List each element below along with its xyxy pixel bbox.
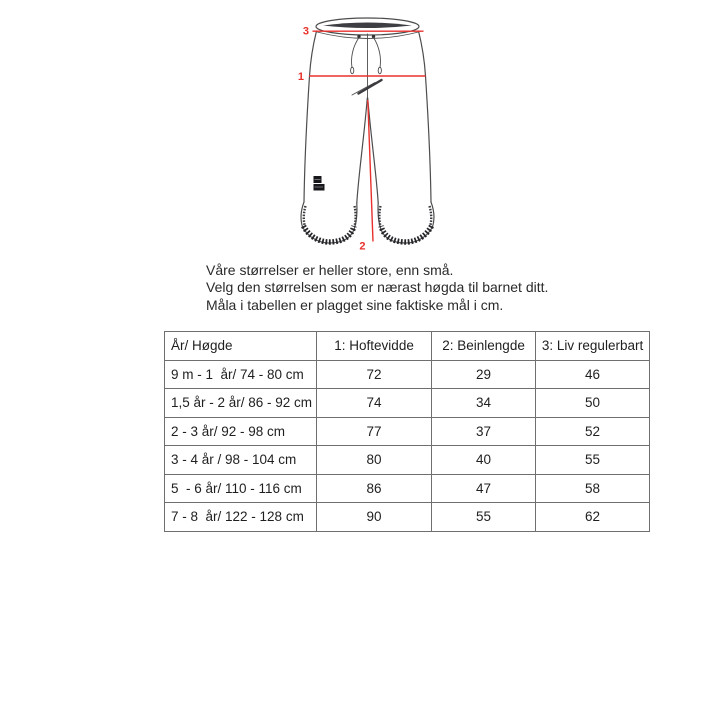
left-cuff-sketch: [301, 202, 357, 243]
right-cuff-sketch: [378, 202, 434, 243]
row-label: 1,5 år - 2 år/ 86 - 92 cm: [165, 389, 317, 418]
row-label: 7 - 8 år/ 122 - 128 cm: [165, 503, 317, 532]
marker-1-hip: 1: [297, 71, 304, 83]
size-cell: 29: [432, 360, 536, 389]
pants-diagram: [0, 0, 720, 260]
header-hip-width: 1: Hoftevidde: [317, 332, 432, 361]
size-cell: 80: [317, 446, 432, 475]
marker-2-leg: 2: [359, 240, 366, 253]
sizing-instructions: [206, 262, 548, 314]
header-age-height: År/ Høgde: [165, 332, 317, 361]
table-row: [165, 417, 650, 446]
size-cell: 46: [536, 360, 650, 389]
row-label: 3 - 4 år / 98 - 104 cm: [165, 446, 317, 475]
row-label: 5 - 6 år/ 110 - 116 cm: [165, 474, 317, 503]
row-label: 2 - 3 år/ 92 - 98 cm: [165, 417, 317, 446]
marker-3-waist: 3: [302, 25, 309, 38]
size-cell: 90: [317, 503, 432, 532]
size-cell: 52: [536, 417, 650, 446]
size-cell: 77: [317, 417, 432, 446]
size-cell: 55: [536, 446, 650, 475]
table-row: [165, 474, 650, 503]
size-cell: 40: [432, 446, 536, 475]
header-leg-length: 2: Beinlengde: [432, 332, 536, 361]
size-cell: 86: [317, 474, 432, 503]
drawstring-sketch: [351, 35, 382, 74]
size-table: [164, 331, 650, 532]
size-cell: 34: [432, 389, 536, 418]
row-label: 9 m - 1 år/ 74 - 80 cm: [165, 360, 317, 389]
garment-tag: [314, 176, 325, 191]
table-row: [165, 446, 650, 475]
pants-outline-sketch: [304, 31, 431, 203]
size-table-header-row: [165, 332, 650, 361]
size-cell: 50: [536, 389, 650, 418]
size-cell: 58: [536, 474, 650, 503]
table-row: [165, 503, 650, 532]
instruction-line-2: Velg den størrelsen som er nærast høgda til barnet ditt.: [206, 279, 549, 296]
size-cell: 47: [432, 474, 536, 503]
instruction-line-1: Våre størrelser er heller store, enn små.: [206, 262, 454, 278]
table-row: [165, 360, 650, 389]
size-cell: 74: [317, 389, 432, 418]
instruction-line-3: Måla i tabellen er plagget sine faktiske mål i cm.: [206, 296, 504, 313]
header-waist-adjustable: 3: Liv regulerbart: [536, 332, 650, 361]
size-cell: 55: [432, 503, 536, 532]
size-cell: 37: [432, 417, 536, 446]
size-cell: 62: [536, 503, 650, 532]
size-cell: 72: [317, 360, 432, 389]
table-row: [165, 389, 650, 418]
